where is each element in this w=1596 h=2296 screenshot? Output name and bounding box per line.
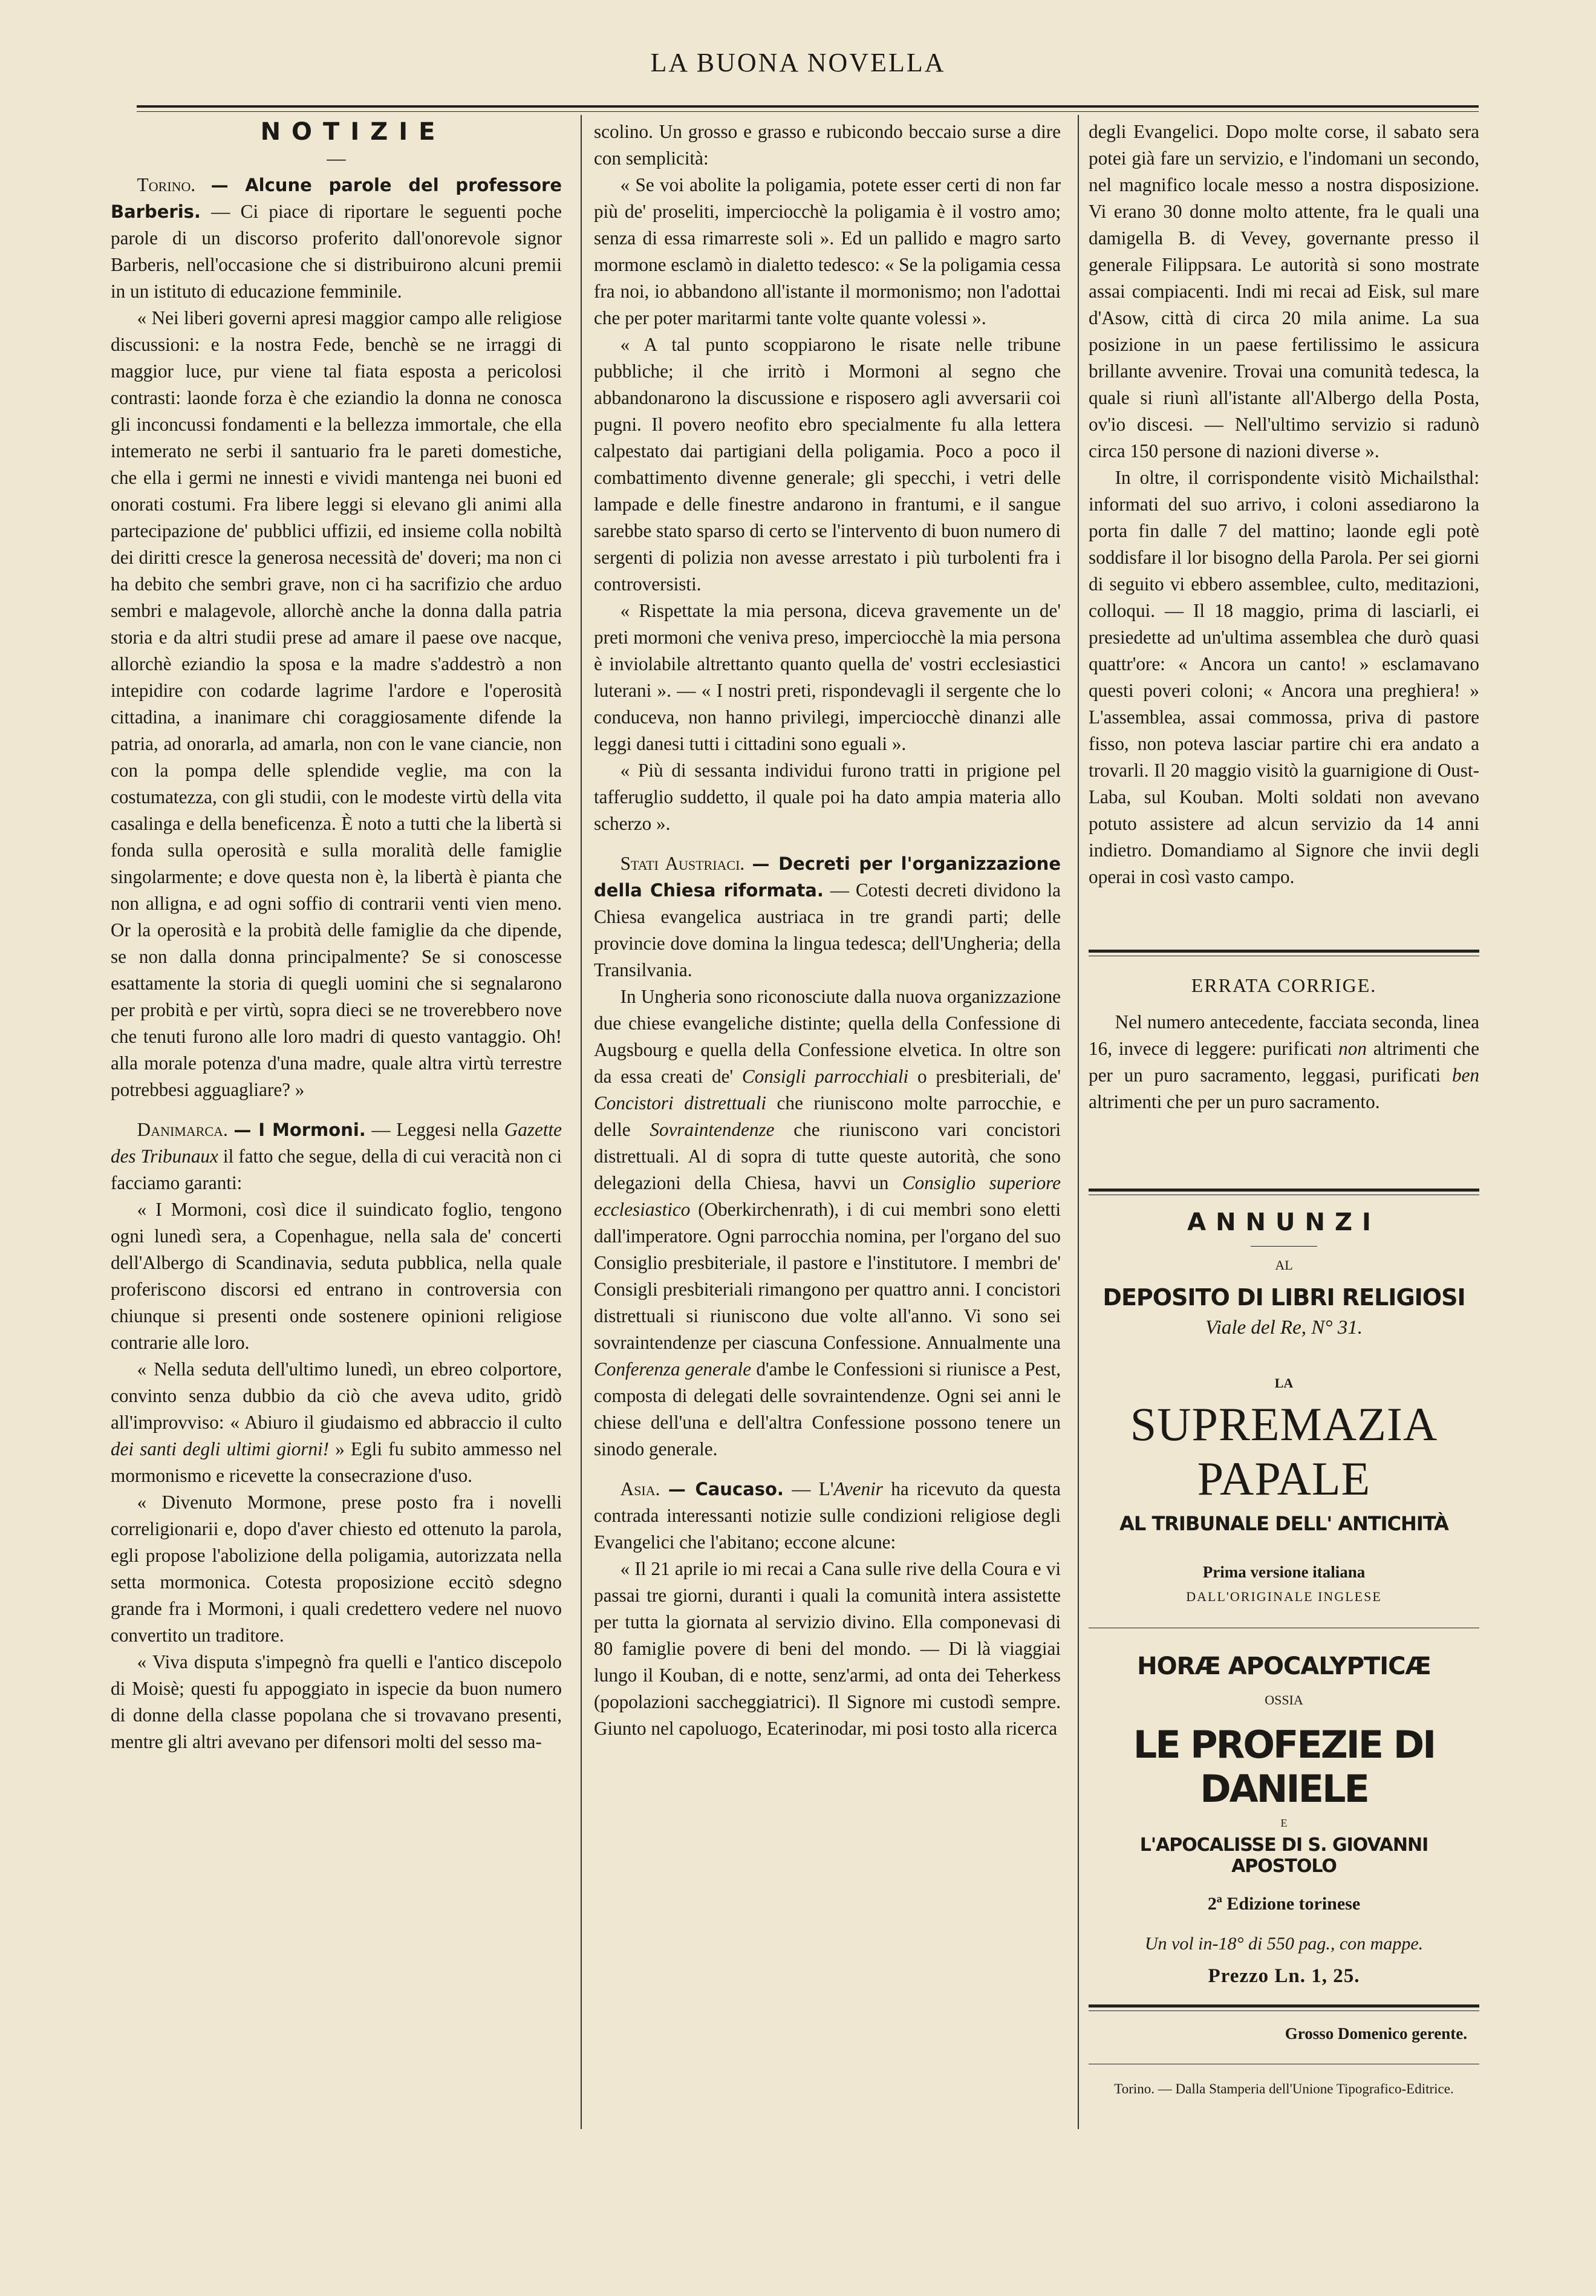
paragraph: « Più di sessanta individui furono tratti in prigione pel tafferuglio suddetto, il quale poi ha dato ampia materia allo scherzo ». bbox=[594, 760, 1061, 834]
text: o presbiteriali, de' bbox=[908, 1066, 1061, 1087]
source-gazette: Gazette des Tribunaux bbox=[111, 1119, 562, 1167]
column-divider-1 bbox=[581, 115, 582, 2129]
prima-versione: Prima versione italiana bbox=[1202, 1563, 1366, 1581]
title-austria: — Decreti per l'organizzazione della Chiesa riformata. bbox=[594, 853, 1061, 901]
text: altrimenti che per un puro sacramento. bbox=[1089, 1091, 1380, 1112]
masthead: LA BUONA NOVELLA bbox=[650, 48, 946, 77]
e-label: E bbox=[1280, 1817, 1288, 1829]
place-austria: Stati Austriaci. bbox=[620, 853, 745, 874]
header-rule-thick bbox=[137, 105, 1479, 108]
italic-text: non bbox=[1338, 1038, 1367, 1059]
errata-text bbox=[1089, 1009, 1479, 1115]
notizie-heading: NOTIZIE bbox=[260, 118, 446, 146]
text: che riuniscono molte parrocchie, e delle bbox=[594, 1092, 1061, 1140]
quote-barberis: « Nei liberi governi apresi maggior campo alle religiose discussioni: e la nostra Fede, benchè se ne irraggi di maggior luce, pur viene tal fiata esposta a pericolosi contrasti: laonde forza è che eziandio la donna ne conosca gli inconcussi fondamenti e la bellezza immortale, che ella intemerato ne serbi il santuario fra le pareti domestiche, che ella i germi ne innesti e vividi mantenga nei buoni ed onorati costumi. Fra libere leggi si elevano gli animi alla partecipazione de' pubblici uffizii, ed insieme colla nobiltà dei diritti cresce la generosa necessità de' doveri; ma non ci ha debito che sembri grave, non ci ha sacrifizio che arduo sembri e malagevole, allorchè anche la donna dalla patria storia e da altri studii prese ad amare il paese ove nacque, allorchè eziandio la sposa e la madre s'addestrò a non intepidire con codarde lagrime l'ardore e l'operosità cittadina, a inanimare chi coraggiosamente difende la patria, ad onorarla, ad amarla, non con le vane ciancie, non con la pompa delle splendide veglie, ma con la costumatezza, con gli studii, con le modeste virtù della vita casalinga e della beneficenza. È noto a tutti che la libertà si fonda sulla operosità e sulla moralità delle famiglie singolarmente; e dove questa non è, la libertà è pianta che non alligna, e ad ogni soffio di contrarii venti vien meno. Or la operosità e la probità delle famiglie da che dipende, se non dalla donna principalmente? Se si conoscesse esattamente la storia di quegli uomini che si segnalarono per probità e per virtù, sopra dieci se ne troverebbero nove che tenuti furono alle loro madri di questo vantaggio. Oh! alla morale potenza d'una madre, quale altra virtù terrestre potrebbesi agguagliare? » bbox=[111, 307, 562, 1100]
volume-info: Un vol in-18° di 550 pag., con mappe. bbox=[1144, 1934, 1424, 1954]
deposito-title: DEPOSITO DI LIBRI RELIGIOSI bbox=[1103, 1284, 1465, 1311]
text: » Egli fu subito ammesso nel mormonismo e ricevette la consecrazione d'uso. bbox=[111, 1438, 562, 1486]
text: « Nella seduta dell'ultimo lunedì, un ebreo colportore, convinto senza dubbio da ciò che aveva udito, gridò all'improvviso: « Abiuro il giudaismo ed abbraccio il culto bbox=[111, 1358, 562, 1433]
paragraph: In oltre, il corrispondente visitò Michailsthal: informati del suo arrivo, i coloni assediarono la porta fin dalle 7 del mattino; laonde egli potè soddisfare il lor bisogno della Parola. Per sei giorni di seguito vi ebbero assemblee, culto, meditazioni, colloqui. — Il 18 maggio, prima di lasciarli, ei presiedette ad un'ultima assemblea che durò quasi quattr'ore: « Ancora un canto! » esclamavano questi poveri coloni; « Ancora una preghiera! » L'assemblea, assai commossa, priva di pastore fisso, non poteva lasciar partire chi era andato a trovarli. Il 20 maggio visitò la guarnigione di Oust-Laba, sul Kouban. Molti soldati non avevano potuto assistere ad alcun servizio da 14 anni indietro. Domandiamo al Signore che invii degli operai in così vasto campo. bbox=[1089, 467, 1479, 887]
heading-separator: — bbox=[327, 148, 346, 169]
text: — L' bbox=[792, 1478, 834, 1499]
text: ha ricevuto da questa contrada interessanti notizie sulle condizioni religiose degli Evangelici che l'abitano; eccone alcune: bbox=[594, 1478, 1061, 1553]
errata-section bbox=[1089, 950, 1479, 1115]
la-label: LA bbox=[1274, 1375, 1294, 1391]
italic-text: Sovraintendenze bbox=[650, 1119, 775, 1140]
italic-text: Concistori distrettuali bbox=[594, 1092, 766, 1114]
article-torino bbox=[111, 172, 562, 305]
tribunale-title: AL TRIBUNALE DELL' ANTICHITÀ bbox=[1119, 1512, 1448, 1535]
text: — Cotesti decreti dividono la Chiesa evangelica austriaca in tre grandi parti; delle provincie dove domina la lingua tedesca; dell'Ungheria; della Transilvania. bbox=[594, 879, 1061, 980]
header-rule-thin bbox=[137, 111, 1479, 112]
intro-danimarca: — Leggesi nella bbox=[371, 1119, 504, 1140]
italic-text: dei santi degli ultimi giorni! bbox=[111, 1438, 330, 1459]
article-danimarca bbox=[111, 1117, 562, 1196]
annunzi-heading: ANNUNZI bbox=[1187, 1208, 1381, 1236]
text: (Oberkirchenrath), i di cui membri sono eletti dall'imperatore. Ogni parrocchia nomina, per l'organo del suo Consiglio presbiteriale, il pastore e l'institutore. I membri de' Consigli presbiteriali rimangono per quattro anni. I concistori distrettuali si riuniscono due volte all'anno. Vi sono sei sovraintendenze per ciascuna Confessione. Annualmente una bbox=[594, 1199, 1061, 1353]
italic-text: ben bbox=[1451, 1065, 1479, 1086]
paragraph: « Il 21 aprile io mi recai a Cana sulle rive della Coura e vi passai tre giorni, duranti i quali la comunità intera assistette per tutta la giornata al servizio divino. Ella componevasi di 80 famiglie povere di beni del mondo. — Di là viaggiai lungo il Kouban, di e notte, senz'armi, ad onta dei Teherkess (popolazioni saccheggiatrici). Il Signore mi custodì sempre. Giunto nel capoluogo, Ecaterinodar, mi posi tosto alla ricerca bbox=[594, 1558, 1061, 1739]
stampa-line: Torino. — Dalla Stamperia dell'Unione Tipografico-Editrice. bbox=[1114, 2081, 1454, 2096]
article-asia bbox=[594, 1476, 1061, 1556]
italic-text: Conferenza generale bbox=[594, 1358, 752, 1380]
text: altrimenti che per un puro sacramento, leggasi, purificati bbox=[1089, 1038, 1480, 1086]
rule bbox=[1089, 950, 1479, 953]
intro-danimarca-cont: il fatto che segue, della di cui veracità non ci facciamo garanti: bbox=[111, 1146, 562, 1193]
italic-text: Consiglio superiore ecclesiastico bbox=[594, 1172, 1061, 1220]
place-danimarca: Danimarca. bbox=[137, 1119, 228, 1140]
paragraph: scolino. Un grosso e grasso e rubicondo beccaio surse a dire con semplicità: bbox=[594, 121, 1061, 169]
column-2 bbox=[594, 119, 1061, 1742]
profezie-title: LE PROFEZIE DI DANIELE bbox=[1133, 1723, 1435, 1811]
paragraph: « Se voi abolite la poligamia, potete esser certi di non far più de' proseliti, imperciocchè la poligamia è il vostro amo; senza di essa rimarreste soli ». Ed un pallido e magro sarto mormone esclamò in dialetto tedesco: « Se la poligamia cessa fra noi, io abbandono all'istante il mormonismo; non l'adottai che per poter maritarmi tante volte quante volessi ». bbox=[594, 174, 1061, 328]
place-torino: Torino. bbox=[137, 174, 196, 195]
rule bbox=[1089, 1189, 1479, 1192]
column-3 bbox=[1089, 119, 1479, 890]
paragraph: « Viva disputa s'impegnò fra quelli e l'antico discepolo di Moisè; questi fu appoggiato in ispecie da buon numero di donne della classe popolana che si trovavano presenti, mentre gli altri avevano per difensori molti del sesso ma- bbox=[111, 1651, 562, 1752]
text: In Ungheria sono riconosciute dalla nuova organizzazione due chiese evangeliche distinte; quella della Confessione di Augsbourg e quella della Confessione elvetica. In oltre son da essa creati de' bbox=[594, 986, 1061, 1087]
errata-title: ERRATA CORRIGE. bbox=[1191, 974, 1377, 996]
article-austria bbox=[594, 850, 1061, 983]
column-1 bbox=[111, 119, 562, 1755]
intro-torino: — Ci piace di riportare le seguenti poche parole di un discorso proferito dall'onorevole signor Barberis, nell'occasione che si distribuirono alcuni premii in un istituto di educazione femminile. bbox=[111, 201, 562, 302]
prezzo: Prezzo Ln. 1, 25. bbox=[1208, 1965, 1360, 1987]
text: d'ambe le Confessioni si riunisce a Pest, composta di delegati delle sovraintendenze. Ogni sei anni le chiese dell'una e dell'altra Confessione possono tenere un sinodo generale. bbox=[594, 1358, 1061, 1459]
title-danimarca: — I Mormoni. bbox=[233, 1120, 366, 1140]
horae-title: HORÆ APOCALYPTICÆ bbox=[1137, 1652, 1431, 1680]
text: Nel numero antecedente, facciata seconda, linea 16, invece di leggere: purificati bbox=[1089, 1011, 1479, 1059]
title-torino: — Alcune parole del professore Barberis. bbox=[111, 175, 562, 222]
italic-text: Consigli parrocchiali bbox=[741, 1066, 909, 1087]
rule-short bbox=[1251, 1246, 1317, 1247]
gerente: Grosso Domenico gerente. bbox=[1285, 2024, 1467, 2043]
paragraph: « I Mormoni, così dice il suindicato foglio, tengono ogni lunedì sera, a Copenhague, nella sala de' concerti dell'Albergo di Scandinavia, seduta pubblica, nella quale proferiscono discorsi ed entrano in controversia con chiunque si presenti onde sostenere opinioni religiose contrarie alle loro. bbox=[111, 1199, 562, 1353]
supremazia-title: SUPREMAZIA PAPALE bbox=[1130, 1398, 1438, 1505]
italic-text: Avenir bbox=[833, 1478, 883, 1499]
paragraph: « Rispettate la mia persona, diceva gravemente un de' preti mormoni che veniva preso, imperciocchè la mia persona è inviolabile altrettanto quanto quella de' vostri ecclesiastici luterani ». — « I nostri preti, rispondevagli il sergente che lo conduceva, non hanno privilegi, imperciocchè dinanzi alle leggi danesi tutti i cittadini sono eguali ». bbox=[594, 600, 1061, 754]
deposito-address: Viale del Re, N° 31. bbox=[1205, 1317, 1363, 1339]
edizione: 2ª Edizione torinese bbox=[1207, 1894, 1361, 1914]
title-asia: — Caucaso. bbox=[668, 1479, 784, 1499]
al-label: AL bbox=[1275, 1257, 1293, 1273]
place-asia: Asia. bbox=[620, 1478, 660, 1499]
annunzi-section bbox=[1089, 1189, 1479, 2097]
apocalisse-title: L'APOCALISSE DI S. GIOVANNI APOSTOLO bbox=[1139, 1835, 1428, 1877]
paragraph bbox=[594, 983, 1061, 1463]
paragraph: « Divenuto Mormone, prese posto fra i novelli correligionarii e, dopo d'aver chiesto ed ottenuto la parola, egli propose l'abolizione della poligamia, autorizzata nella setta mormonica. Cotesta proposizione eccitò sdegno grande fra i Mormoni, i quali credettero vedere nel nuovo convertito un traditore. bbox=[111, 1492, 562, 1646]
paragraph: degli Evangelici. Dopo molte corse, il sabato sera potei già fare un servizio, e l'indomani un secondo, nel magnifico locale messo a nostra disposizione. Vi erano 30 donne molto attente, fra le quali una damigella B. di Vevey, governante presso il generale Filippsara. Le autorità si sono mostrate assai compiacenti. Indi mi recai ad Eisk, sul mare d'Asow, città di circa 20 mila anime. La sua posizione in un paese fertilissimo le assicura brillante avvenire. Trovai una comunità tedesca, la quale si riunì all'istante all'Albergo della Posta, ov'io discesi. — Nell'ultimo servizio si radunò circa 150 persone di nazioni diverse ». bbox=[1089, 121, 1479, 461]
column-divider-2 bbox=[1078, 115, 1079, 2129]
paragraph bbox=[111, 1356, 562, 1489]
ossia-label: OSSIA bbox=[1265, 1692, 1303, 1707]
text: che riuniscono vari concistori distrettuali. Al di sopra di tutte queste autorità, che sono delegazioni della Chiesa, havvi un bbox=[594, 1119, 1061, 1193]
paragraph: « A tal punto scoppiarono le risate nelle tribune pubbliche; il che irritò i Mormoni al segno che abbandonarono la discussione e risposero agli avversarii coi pugni. Il povero neofito ebro specialmente fu alla lettera calpestato dai partigiani della poligamia. Poco a poco il combattimento divenne generale; gli specchi, i vetri delle lampade e delle finestre andarono in frantumi, e il sangue sarebbe stato sparso di certo se l'intervento di buon numero di sergenti di polizia non avesse arrestato i più turbolenti fra i controversisti. bbox=[594, 334, 1061, 595]
rule bbox=[1089, 2004, 1479, 2007]
dall-originale: DALL'ORIGINALE INGLESE bbox=[1186, 1589, 1382, 1604]
